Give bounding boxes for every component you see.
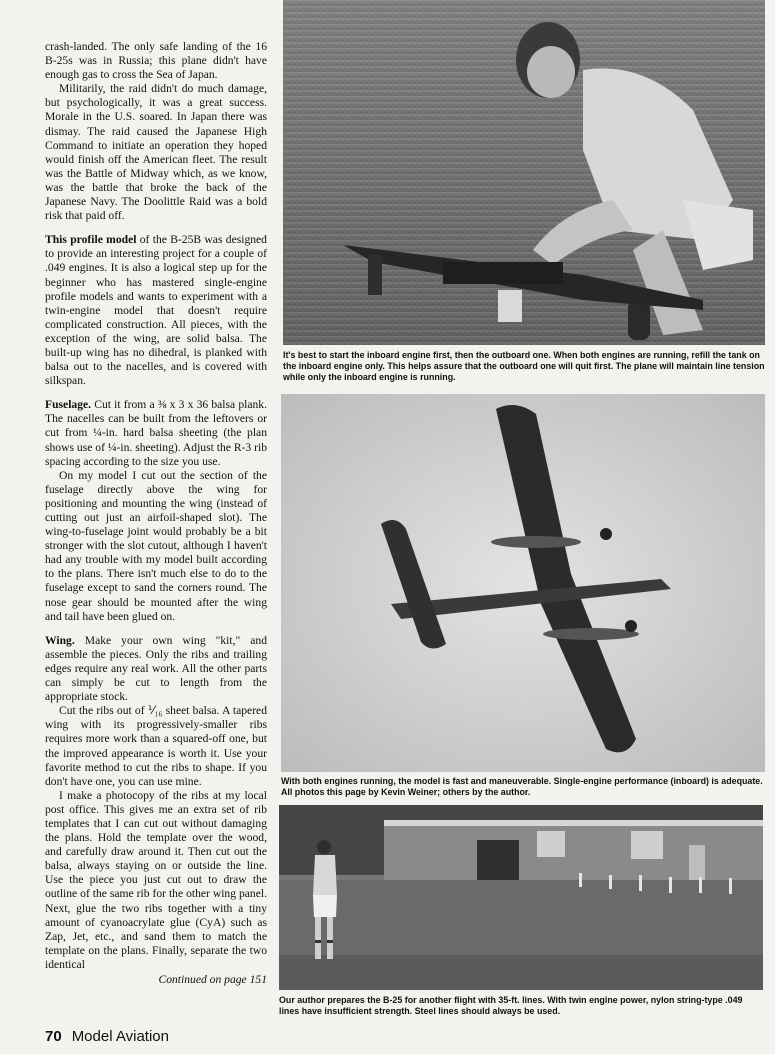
continued-note: Continued on page 151 [158,973,267,986]
photo-author-preparing [279,805,763,990]
photo-starting-engines [283,0,765,345]
photo-author-preparing-image [279,805,763,990]
article-paragraph: crash-landed. The only safe landing of the 16 B-25s was in Russia; this plane didn't have enough gas to cross the Sea of Japan. [45,40,267,82]
photo1-caption: It's best to start the inboard engine first, then the outboard one. When both engines are running, refill the tank on the inboard engine only. This helps assure that the outboard one will quit first. The plane will maintain line tension while only the inboard engine is running. [283,350,765,382]
run-in-heading: Wing. [45,633,75,647]
article-paragraph: On my model I cut out the section of the fuselage directly above the wing for positioning and mounting the wing (instead of cutting out just an airfoil-shaped slot). The wing-to-fuselage joint would probably be a bit stronger with the slot cutout, although I haven't had any trouble with my model built according to the plans. There isn't much else to do to the fuselage except to sand the corners round. The nose gear should be mounted after the wing and tail have been glued on. [45,468,267,623]
article-paragraph: Wing. Make your own wing "kit," and assemble the pieces. Only the ribs and trailing edges require any real work. All the other parts can simply be cut to length from the appropriate stock. [45,633,267,704]
photo-starting-engines-image [283,0,765,345]
page-footer [45,1028,169,1045]
photo-model-in-flight [281,394,765,772]
publication-name: Model Aviation [71,1028,169,1045]
run-in-heading: Fuselage. [45,398,92,412]
run-in-heading: This profile model [45,233,137,247]
page-number: 70 [45,1028,62,1045]
photo3-caption: Our author prepares the B-25 for another flight with 35-ft. lines. With twin engine power, nylon string-type .049 lines have insufficient strength. Steel lines should always be used. [279,995,743,1016]
article-paragraph: This profile model of the B-25B was designed to provide an interesting project for a couple of .049 engines. It is also a logical step up for the beginner who has mastered single-engine profile models and wants to experiment with a twin-engine model that doesn't require complicated construction. All pieces, with the exception of the wing, are solid balsa. The built-up wing has no dihedral, is planked with balsa out to the nacelles, and is covered with silkspan. [45,233,267,388]
article-paragraph: Cut the ribs out of ⅟₁₆ sheet balsa. A tapered wing with its progressively-smaller ribs requires more work than a squared-off one, but the improved appearance is worth it. Use your favorite method to cut the ribs to shape. If you don't have one, you can use mine. [45,704,267,788]
article-body [45,40,267,987]
article-paragraph: Fuselage. Cut it from a ⅜ x 3 x 36 balsa plank. The nacelles can be built from the leftovers or cut from ¼-in. hard balsa sheeting (the plan shows use of ¼-in. sheeting). Adjust the R-3 rib spacing according to the size you use. [45,398,267,468]
photo2-caption: With both engines running, the model is fast and maneuverable. Single-engine performance (inboard) is adequate. All photos this page by Kevin Weiner; others by the author. [281,776,763,797]
article-paragraph: Militarily, the raid didn't do much damage, but psychologically, it was a great success. Morale in the U.S. soared. In Japan there was dismay. The raid caused the Japanese High Command to initiate an operation they hoped would finish off the American fleet. The result was the Battle of Midway which, as we know, was the battle that broke the back of the Japanese Navy. The Doolittle Raid was a bold risk that paid off. [45,82,267,223]
article-paragraph: I make a photocopy of the ribs at my local post office. This gives me an extra set of rib templates that I can cut out without damaging the plans. Hold the template over the wood, and carefully draw around it. Then cut out the balsa, always staying on or outside the line. Use the piece you just cut out to draw the outline of the same rib for the other wing panel. Next, glue the two ribs together with a tiny amount of cyanoacrylate glue (CyA) such as Zap, Jet, etc., and sand them to match the template on the plans. Finally, separate the two identical [45,788,267,971]
photo-model-in-flight-image [281,394,765,772]
